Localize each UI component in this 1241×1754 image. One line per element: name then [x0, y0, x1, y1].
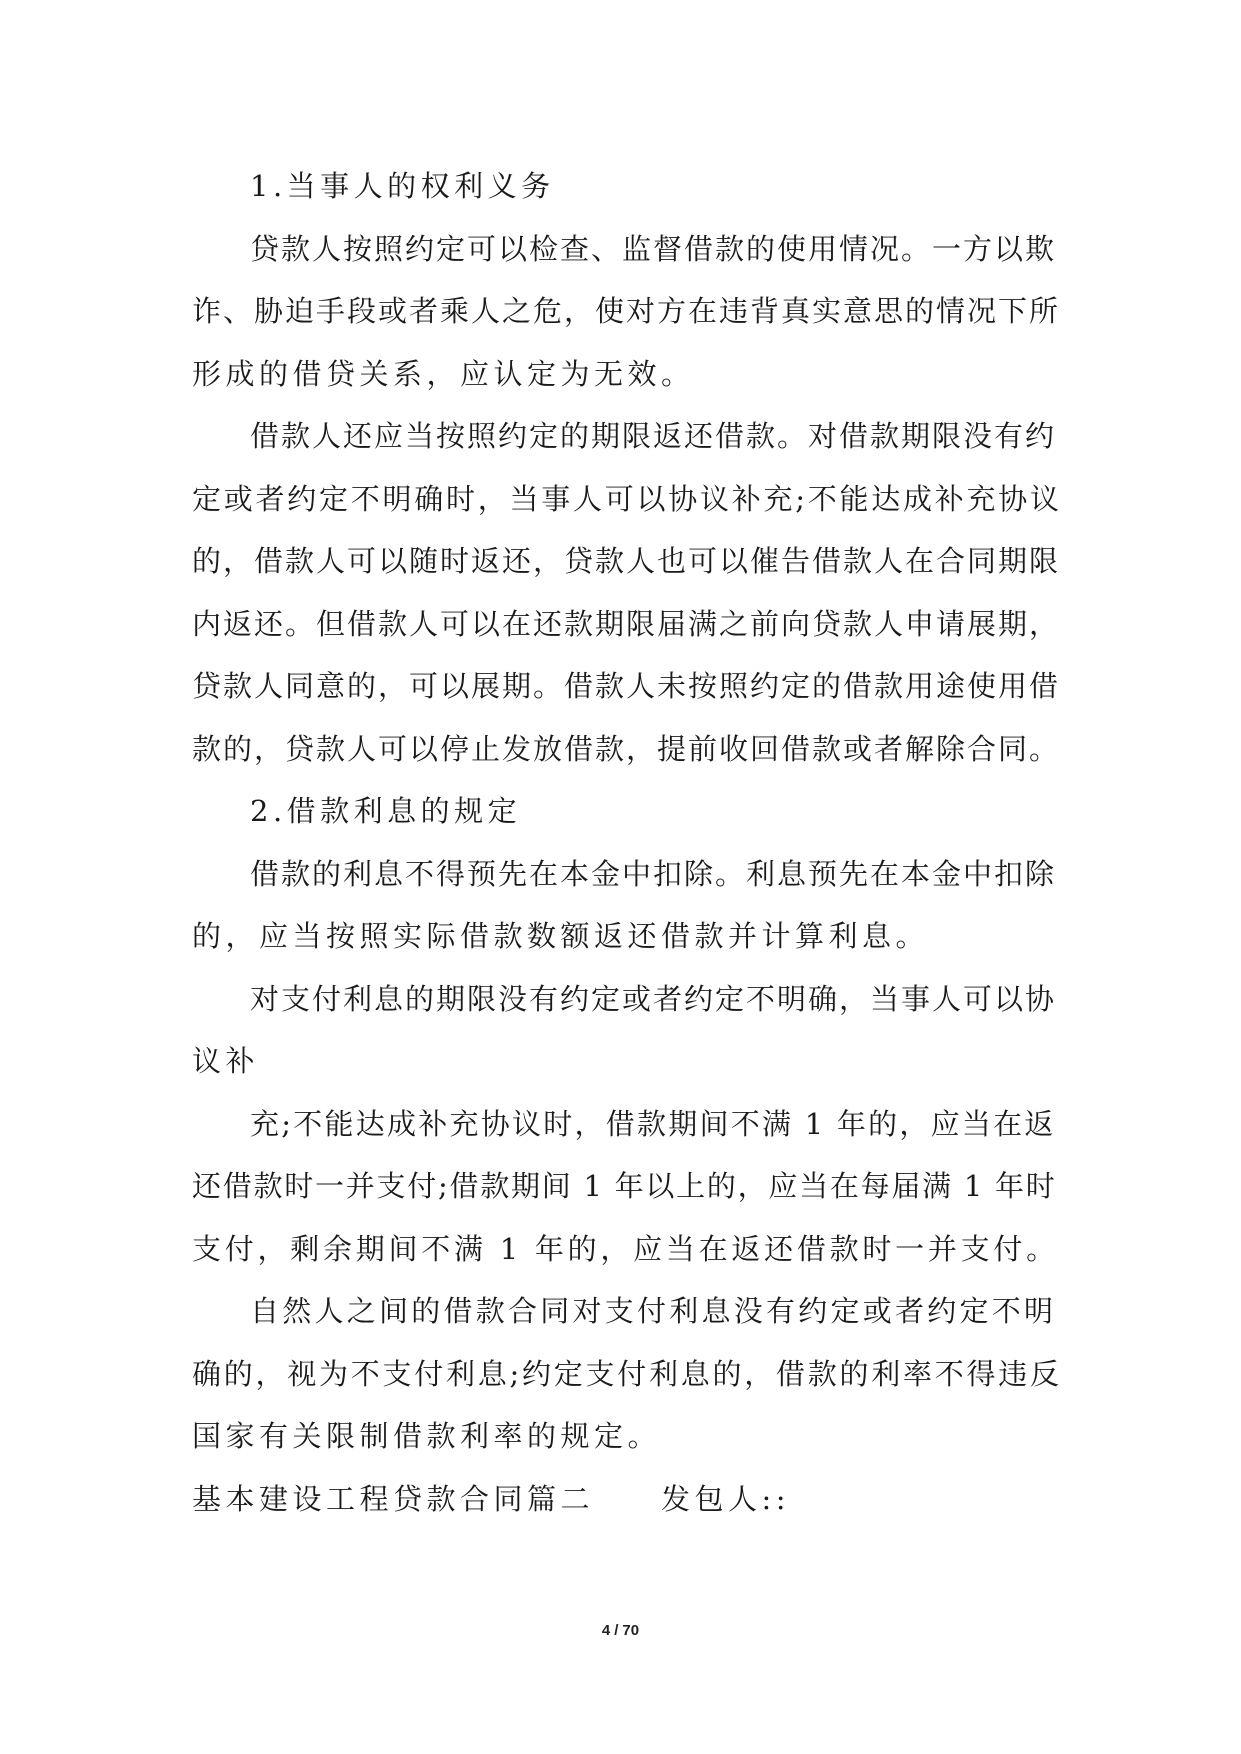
- text-line: 形成的借贷关系，应认定为无效。: [192, 356, 695, 391]
- text-line: 1.当事人的权利义务: [250, 169, 555, 203]
- text-line: 2.借款利息的规定: [250, 794, 522, 828]
- text-line: 贷款人按照约定可以检查、监督借款的使用情况。一方以欺: [250, 231, 1057, 266]
- text-line: 借款人还应当按照约定的期限返还借款。对借款期限没有约: [250, 419, 1057, 453]
- text-line: 自然人之间的借款合同对支付利息没有约定或者约定不明: [250, 1294, 1057, 1328]
- page-number: [0, 1622, 1241, 1639]
- text-line: 确的，视为不支付利息;约定支付利息的，借款的利率不得违反: [192, 1356, 1062, 1391]
- text-line: 款的，贷款人可以停止发放借款，提前收回借款或者解除合同。: [192, 731, 1061, 766]
- page-separator: /: [614, 1622, 619, 1639]
- text-line: 支付，剩余期间不满 1 年的，应当在返还借款时一并支付。: [192, 1231, 1059, 1266]
- page-total: 70: [622, 1622, 640, 1639]
- text-line: 国家有关限制借款利率的规定。: [192, 1419, 662, 1453]
- document-body: [192, 155, 1062, 1530]
- text-line: 充;不能达成补充协议时，借款期间不满 1 年的，应当在返: [250, 1106, 1056, 1141]
- text-line: 的，借款人可以随时返还，贷款人也可以催告借款人在合同期限: [192, 544, 1061, 578]
- text-line: 借款的利息不得预先在本金中扣除。利息预先在本金中扣除: [250, 856, 1057, 891]
- text-line: 定或者约定不明确时，当事人可以协议补充;不能达成补充协议: [192, 481, 1062, 516]
- text-line: 的，应当按照实际借款数额返还借款并计算利息。: [192, 919, 930, 953]
- text-line: 基本建设工程贷款合同篇二 发包人::: [192, 1481, 791, 1516]
- text-line: 对支付利息的期限没有约定或者约定不明确，当事人可以协: [250, 981, 1057, 1016]
- text-line: 议补: [192, 1044, 260, 1078]
- page-current: 4: [601, 1622, 611, 1639]
- text-line: 贷款人同意的，可以展期。借款人未按照约定的借款用途使用借: [192, 669, 1061, 703]
- text-line: 内返还。但借款人可以在还款期限届满之前向贷款人申请展期，: [192, 606, 1061, 641]
- text-line: 诈、胁迫手段或者乘人之危，使对方在违背真实意思的情况下所: [192, 294, 1061, 328]
- text-line: 还借款时一并支付;借款期间 1 年以上的，应当在每届满 1 年时: [192, 1169, 1057, 1203]
